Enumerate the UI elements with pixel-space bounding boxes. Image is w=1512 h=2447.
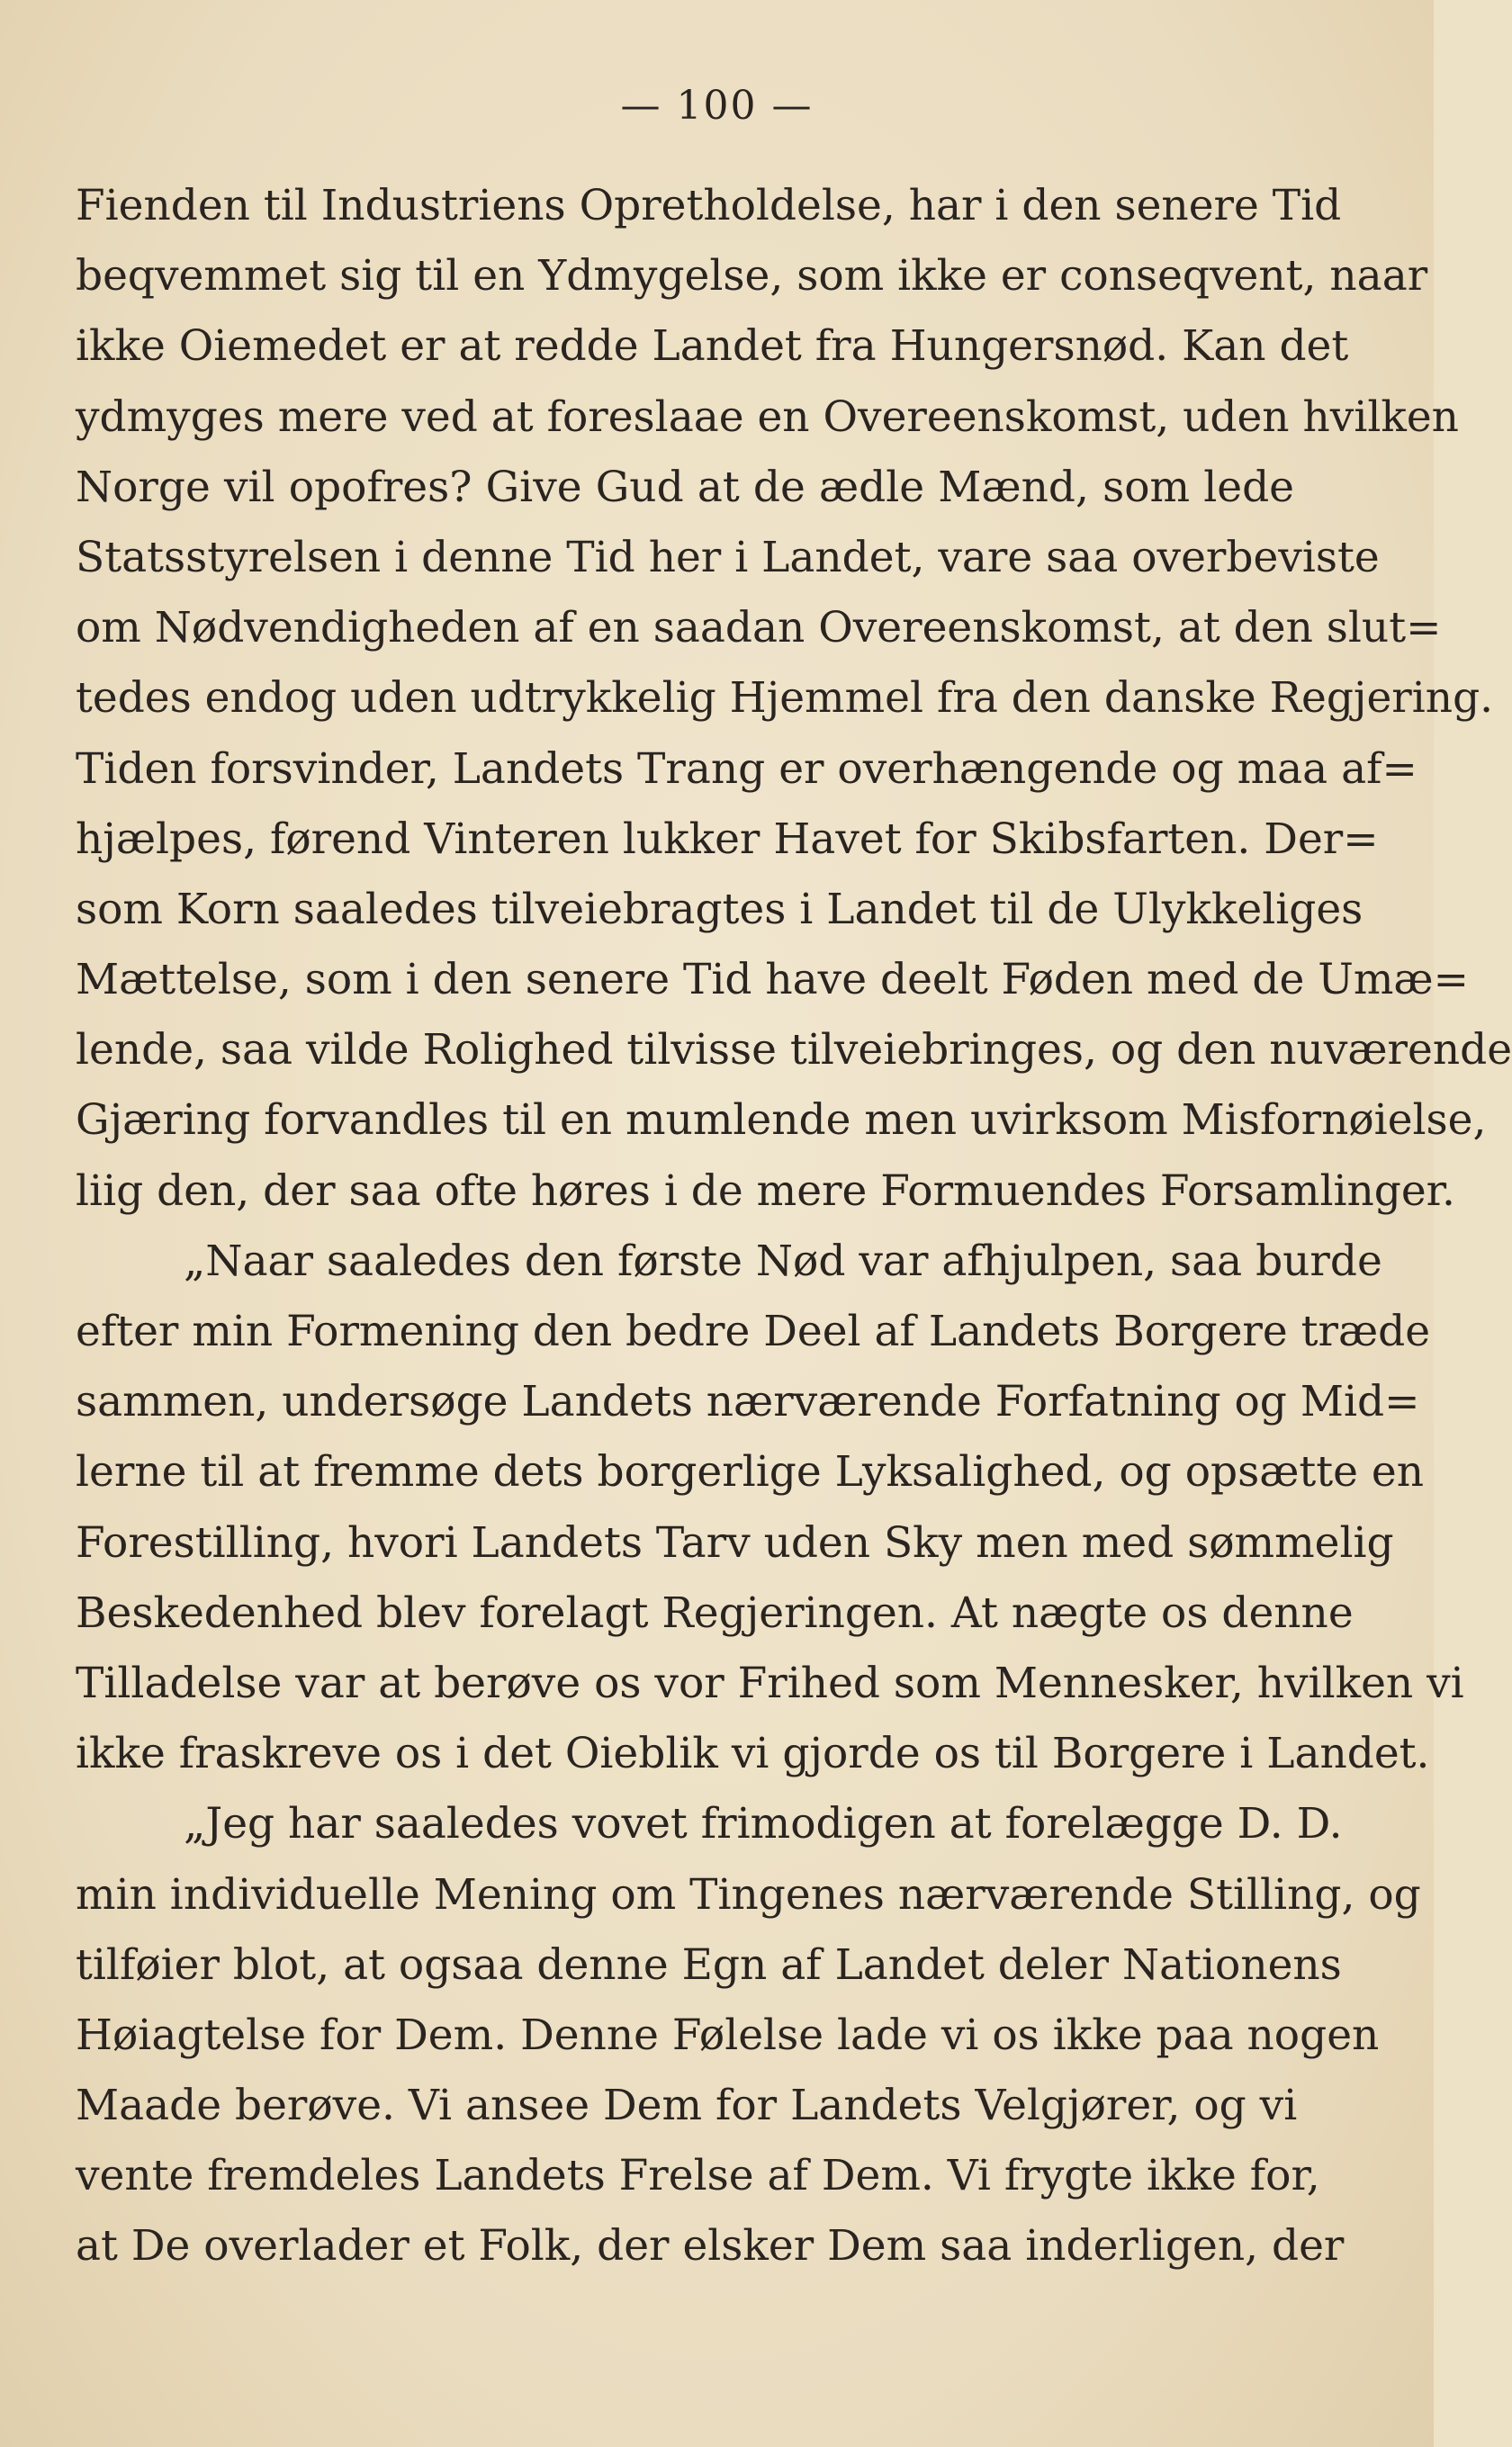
text-line: ikke fraskreve os i det Oieblik vi gjorde os til Borgere i Landet. xyxy=(76,1729,1430,1779)
text-line: Mættelse, som i den senere Tid have deelt Føden med de Umæ= xyxy=(76,955,1469,1005)
text-line: som Korn saaledes tilveiebragtes i Landet til de Ulykkeliges xyxy=(76,884,1364,934)
paragraph-start-line: „Jeg har saaledes vovet frimodigen at forelægge D. D. xyxy=(184,1799,1343,1849)
text-line: Maade berøve. Vi ansee Dem for Landets Velgjører, og vi xyxy=(76,2081,1298,2131)
text-line: min individuelle Mening om Tingenes nærværende Stilling, og xyxy=(76,1869,1421,1920)
text-line: vente fremdeles Landets Frelse af Dem. Vi frygte ikke for, xyxy=(76,2151,1320,2201)
text-line: sammen, undersøge Landets nærværende Forfatning og Mid= xyxy=(76,1377,1420,1427)
text-line: lerne til at fremme dets borgerlige Lyksalighed, og opsætte en xyxy=(76,1447,1424,1498)
text-line: ydmyges mere ved at foreslaae en Overeenskomst, uden hvilken xyxy=(76,391,1459,442)
text-line: Gjæring forvandles til en mumlende men uvirksom Misfornøielse, xyxy=(76,1095,1487,1146)
text-line: Beskedenhed blev forelagt Regjeringen. At nægte os denne xyxy=(76,1588,1354,1638)
text-line: tedes endog uden udtrykkelig Hjemmel fra den danske Regjering. xyxy=(76,673,1494,724)
text-line: Forestilling, hvori Landets Tarv uden Sky men med sømmelig xyxy=(76,1517,1394,1568)
text-line: Statsstyrelsen i denne Tid her i Landet, vare saa overbeviste xyxy=(76,532,1380,582)
text-line: beqvemmet sig til en Ydmygelse, som ikke er conseqvent, naar xyxy=(76,251,1428,301)
text-line: hjælpes, førend Vinteren lukker Havet for Skibsfarten. Der= xyxy=(76,814,1379,864)
text-line: ikke Oiemedet er at redde Landet fra Hungersnød. Kan det xyxy=(76,321,1349,372)
text-line: tilføier blot, at ogsaa denne Egn af Landet deler Nationens xyxy=(76,1939,1342,1990)
text-line: om Nødvendigheden af en saadan Overeenskomst, at den slut= xyxy=(76,603,1442,653)
text-line: efter min Formening den bedre Deel af Landets Borgere træde xyxy=(76,1307,1431,1356)
text-line: Tiden forsvinder, Landets Trang er overhængende og maa af= xyxy=(76,743,1418,794)
text-line: Høiagtelse for Dem. Denne Følelse lade vi os ikke paa nogen xyxy=(76,2010,1380,2060)
text-line: Tilladelse var at berøve os vor Frihed som Mennesker, hvilken vi xyxy=(76,1658,1464,1708)
text-line: liig den, der saa ofte høres i de mere Formuendes Forsamlinger. xyxy=(76,1165,1455,1216)
page-number: — 100 — xyxy=(620,83,814,129)
text-line: lende, saa vilde Rolighed tilvisse tilveiebringes, og den nuværende xyxy=(76,1025,1512,1075)
text-line: Fienden til Industriens Opretholdelse, har i den senere Tid xyxy=(76,181,1342,230)
body-text xyxy=(76,171,1512,2282)
paragraph-start-line: „Naar saaledes den første Nød var afhjulpen, saa burde xyxy=(184,1236,1382,1286)
text-line: Norge vil opofres? Give Gud at de ædle Mænd, som lede xyxy=(76,462,1294,512)
text-line: at De overlader et Folk, der elsker Dem saa inderligen, der xyxy=(76,2221,1345,2272)
